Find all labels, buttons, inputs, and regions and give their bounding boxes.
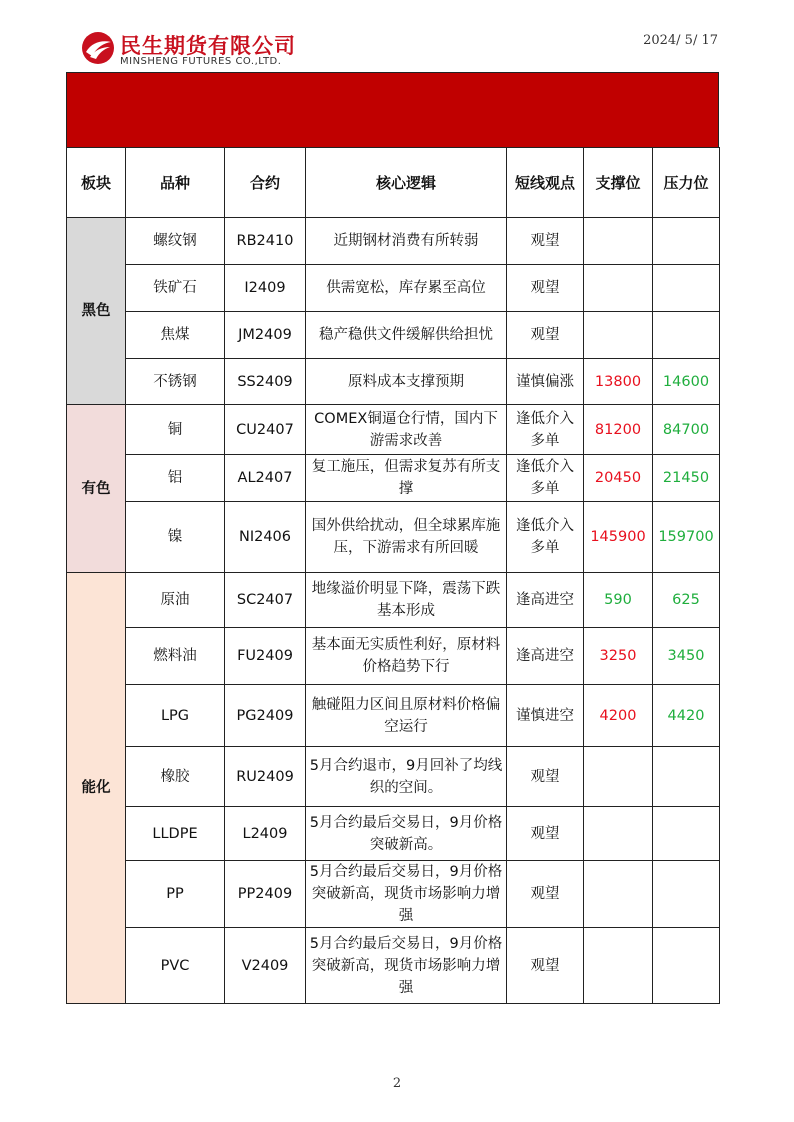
support-cell: 590	[584, 573, 653, 628]
support-cell	[584, 312, 653, 359]
resistance-cell: 84700	[653, 405, 720, 455]
table-row	[67, 573, 720, 628]
product-cell: 不锈钢	[126, 359, 225, 405]
contract-cell: NI2406	[225, 502, 306, 573]
view-cell: 观望	[507, 218, 584, 265]
product-cell: PP	[126, 861, 225, 928]
contract-cell: AL2407	[225, 455, 306, 502]
support-cell	[584, 218, 653, 265]
sector-black: 黑色	[67, 218, 126, 405]
view-cell: 观望	[507, 928, 584, 1004]
table-row	[67, 359, 720, 405]
company-name-en: MINSHENG FUTURES CO.,LTD.	[120, 56, 282, 67]
col-header-sector: 板块	[67, 148, 126, 218]
col-header-support: 支撑位	[584, 148, 653, 218]
company-name-cn: 民生期货有限公司	[120, 34, 296, 58]
view-cell: 逢高进空	[507, 573, 584, 628]
logic-cell: 5月合约退市，9月回补了均线织的空间。	[306, 747, 507, 807]
view-cell: 观望	[507, 312, 584, 359]
resistance-cell	[653, 747, 720, 807]
product-cell: LLDPE	[126, 807, 225, 861]
view-cell: 观望	[507, 747, 584, 807]
product-cell: 镍	[126, 502, 225, 573]
table-row	[67, 807, 720, 861]
view-cell: 谨慎偏涨	[507, 359, 584, 405]
support-cell: 13800	[584, 359, 653, 405]
view-cell: 逢高进空	[507, 628, 584, 685]
table-row	[67, 502, 720, 573]
table-row	[67, 405, 720, 455]
resistance-cell	[653, 928, 720, 1004]
contract-cell: I2409	[225, 265, 306, 312]
title-banner	[66, 72, 719, 148]
view-cell: 观望	[507, 807, 584, 861]
view-cell: 逢低介入多单	[507, 502, 584, 573]
table-row	[67, 685, 720, 747]
col-header-logic: 核心逻辑	[306, 148, 507, 218]
contract-cell: FU2409	[225, 628, 306, 685]
support-cell: 20450	[584, 455, 653, 502]
table-row	[67, 265, 720, 312]
logic-cell: 国外供给扰动，但全球累库施压，下游需求有所回暖	[306, 502, 507, 573]
contract-cell: V2409	[225, 928, 306, 1004]
table-row	[67, 455, 720, 502]
logic-cell: 供需宽松，库存累至高位	[306, 265, 507, 312]
contract-cell: RU2409	[225, 747, 306, 807]
logic-cell: 地缘溢价明显下降，震荡下跌基本形成	[306, 573, 507, 628]
resistance-cell: 625	[653, 573, 720, 628]
product-cell: LPG	[126, 685, 225, 747]
product-cell: 焦煤	[126, 312, 225, 359]
product-cell: 燃料油	[126, 628, 225, 685]
table-row	[67, 218, 720, 265]
contract-cell: JM2409	[225, 312, 306, 359]
contract-cell: PG2409	[225, 685, 306, 747]
product-cell: PVC	[126, 928, 225, 1004]
support-cell	[584, 861, 653, 928]
logic-cell: 复工施压，但需求复苏有所支撑	[306, 455, 507, 502]
view-cell: 逢低介入多单	[507, 405, 584, 455]
col-header-product: 品种	[126, 148, 225, 218]
col-header-resistance: 压力位	[653, 148, 720, 218]
contract-cell: PP2409	[225, 861, 306, 928]
resistance-cell: 21450	[653, 455, 720, 502]
support-cell: 145900	[584, 502, 653, 573]
product-cell: 铜	[126, 405, 225, 455]
resistance-cell: 159700	[653, 502, 720, 573]
resistance-cell	[653, 265, 720, 312]
logic-cell: 原料成本支撑预期	[306, 359, 507, 405]
support-cell	[584, 265, 653, 312]
table-row	[67, 928, 720, 1004]
contract-cell: CU2407	[225, 405, 306, 455]
strategy-table	[66, 147, 720, 1004]
table-row	[67, 312, 720, 359]
company-logo	[80, 28, 320, 72]
logic-cell: 近期钢材消费有所转弱	[306, 218, 507, 265]
resistance-cell	[653, 218, 720, 265]
table-header-row	[67, 148, 720, 218]
logic-cell: 5月合约最后交易日，9月价格突破新高，现货市场影响力增强	[306, 928, 507, 1004]
product-cell: 橡胶	[126, 747, 225, 807]
minsheng-logo-icon	[80, 30, 116, 66]
support-cell	[584, 928, 653, 1004]
sector-nonferrous: 有色	[67, 405, 126, 573]
product-cell: 铁矿石	[126, 265, 225, 312]
logic-cell: 5月合约最后交易日，9月价格突破新高，现货市场影响力增强	[306, 861, 507, 928]
contract-cell: SS2409	[225, 359, 306, 405]
col-header-contract: 合约	[225, 148, 306, 218]
support-cell: 4200	[584, 685, 653, 747]
resistance-cell: 3450	[653, 628, 720, 685]
resistance-cell: 14600	[653, 359, 720, 405]
logic-cell: 5月合约最后交易日，9月价格突破新高。	[306, 807, 507, 861]
support-cell: 81200	[584, 405, 653, 455]
contract-cell: L2409	[225, 807, 306, 861]
contract-cell: SC2407	[225, 573, 306, 628]
resistance-cell	[653, 312, 720, 359]
col-header-view: 短线观点	[507, 148, 584, 218]
logic-cell: 触碰阻力区间且原材料价格偏空运行	[306, 685, 507, 747]
view-cell: 观望	[507, 265, 584, 312]
sector-energy: 能化	[67, 573, 126, 1004]
resistance-cell	[653, 807, 720, 861]
logic-cell: 稳产稳供文件缓解供给担忧	[306, 312, 507, 359]
view-cell: 谨慎进空	[507, 685, 584, 747]
logic-cell: 基本面无实质性利好，原材料价格趋势下行	[306, 628, 507, 685]
contract-cell: RB2410	[225, 218, 306, 265]
report-date: 2024/ 5/ 17	[643, 33, 718, 48]
resistance-cell	[653, 861, 720, 928]
view-cell: 观望	[507, 861, 584, 928]
logic-cell: COMEX铜逼仓行情，国内下游需求改善	[306, 405, 507, 455]
page-number: 2	[392, 1076, 402, 1091]
product-cell: 螺纹钢	[126, 218, 225, 265]
table-row	[67, 628, 720, 685]
view-cell: 逢低介入多单	[507, 455, 584, 502]
table-row	[67, 747, 720, 807]
resistance-cell: 4420	[653, 685, 720, 747]
support-cell	[584, 747, 653, 807]
product-cell: 铝	[126, 455, 225, 502]
support-cell	[584, 807, 653, 861]
table-row	[67, 861, 720, 928]
product-cell: 原油	[126, 573, 225, 628]
support-cell: 3250	[584, 628, 653, 685]
